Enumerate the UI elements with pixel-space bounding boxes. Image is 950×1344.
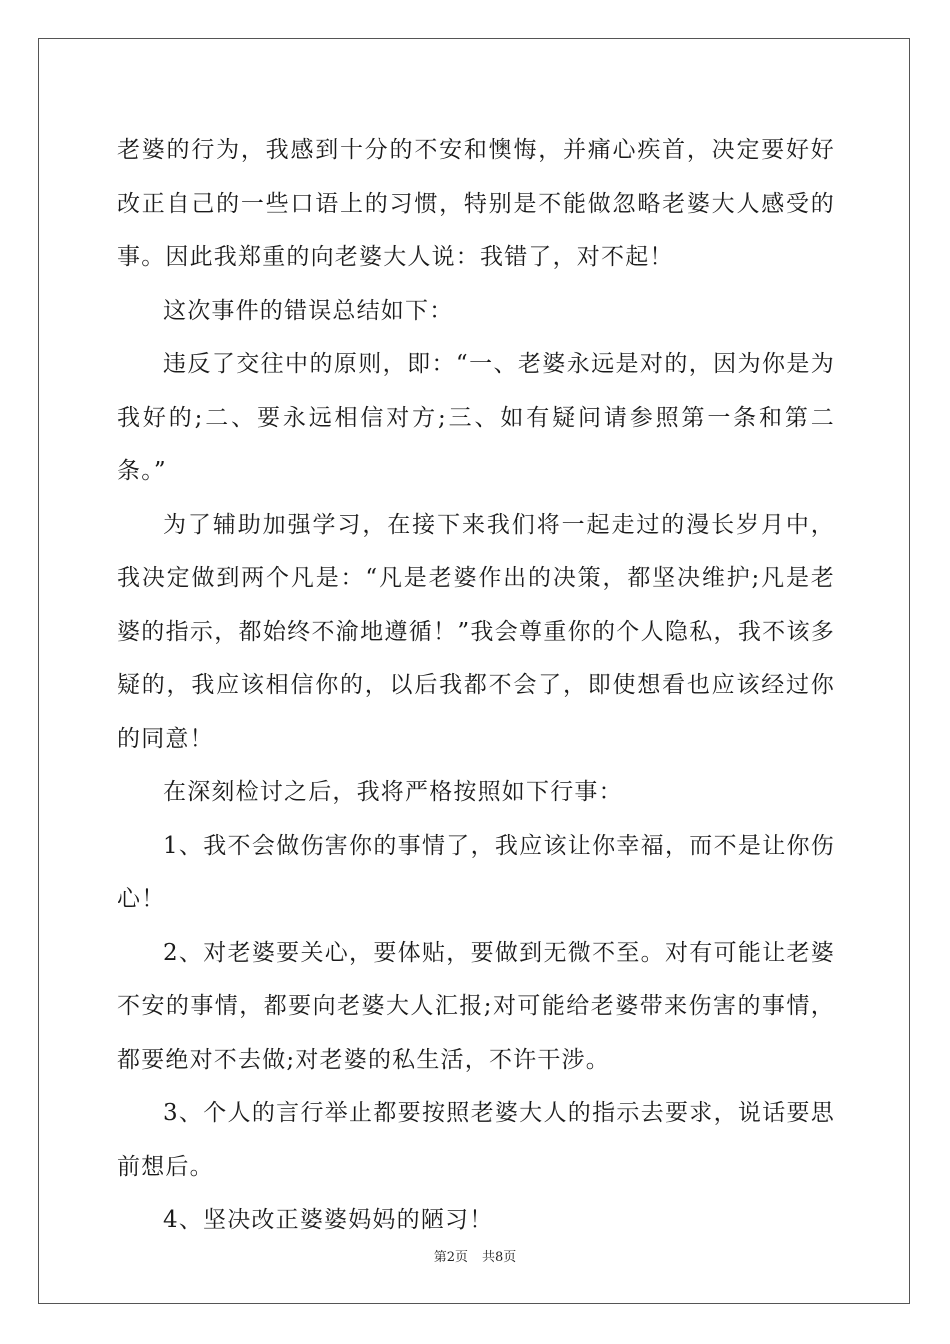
page-total: 共8页 (482, 1250, 517, 1265)
paragraph-7: 2、对老婆要关心，要体贴，要做到无微不至。对有可能让老婆不安的事情，都要向老婆大人汇报;对可能给老婆带来伤害的事情，都要绝对不去做;对老婆的私生活，不许干涉。 (117, 939, 835, 1073)
page-number: 第2页 (433, 1250, 468, 1265)
document-body (117, 124, 835, 1248)
paragraph-1: 老婆的行为，我感到十分的不安和懊悔，并痛心疾首，决定要好好改正自己的一些口语上的习惯，特别是不能做忽略老婆大人感受的事。因此我郑重的向老婆大人说：我错了，对不起！ (117, 137, 835, 270)
page-footer (0, 1246, 950, 1265)
paragraph-4: 为了辅助加强学习，在接下来我们将一起走过的漫长岁月中，我决定做到两个凡是：“凡是老婆作出的决策，都坚决维护;凡是老婆的指示，都始终不渝地遵循！”我会尊重你的个人隐私，我不该多疑的，我应该相信你的，以后我都不会了，即使想看也应该经过你的同意！ (117, 511, 835, 752)
paragraph-2: 这次事件的错误总结如下： (163, 297, 454, 324)
paragraph-3: 违反了交往中的原则，即：“一、老婆永远是对的，因为你是为我好的;二、要永远相信对方;三、如有疑问请参照第一条和第二条。” (117, 351, 835, 484)
paragraph-8: 3、个人的言行举止都要按照老婆大人的指示去要求，说话要思前想后。 (117, 1100, 835, 1180)
paragraph-5: 在深刻检讨之后，我将严格按照如下行事： (163, 779, 623, 805)
paragraph-9: 4、坚决改正婆婆妈妈的陋习！ (163, 1207, 494, 1233)
paragraph-6: 1、我不会做伤害你的事情了，我应该让你幸福，而不是让你伤心！ (117, 832, 835, 912)
